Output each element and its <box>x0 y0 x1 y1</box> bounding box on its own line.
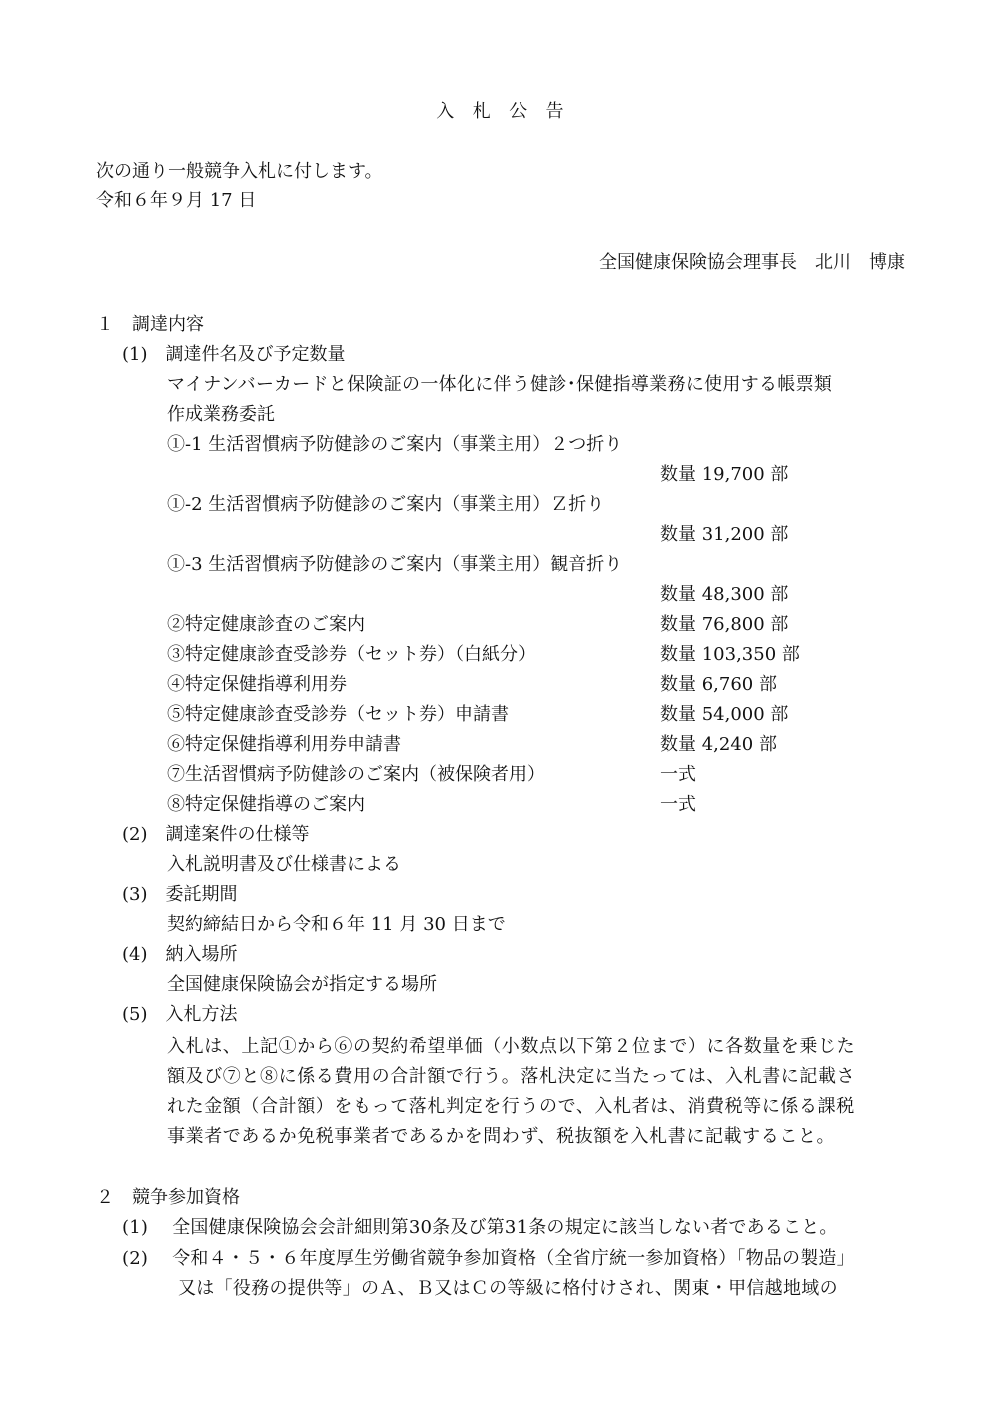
item-1-3-text: 契約締結日から令和６年 11 月 30 日まで <box>167 914 506 935</box>
item-qty: 数量 31,200 部 <box>660 524 789 545</box>
page-title: 入 札 公 告 <box>436 101 564 122</box>
announcement-date: 令和６年９月 17 日 <box>96 190 257 211</box>
item-1-5-label: (5) 入札方法 <box>122 1004 238 1025</box>
item-qty: 数量 48,300 部 <box>660 584 789 605</box>
item-qty: 数量 103,350 部 <box>660 644 800 665</box>
item-qty: 一式 <box>660 764 696 785</box>
item-name: ⑤特定健康診査受診券（セット券）申請書 <box>167 704 509 725</box>
bid-method-line: れた金額（合計額）をもって落札判定を行うので、入札者は、消費税等に係る課税 <box>167 1096 855 1117</box>
item-1-4-text: 全国健康保険協会が指定する場所 <box>167 974 437 995</box>
bid-method-line: 額及び⑦と⑧に係る費用の合計額で行う。落札決定に当たっては、入札書に記載さ <box>167 1066 856 1087</box>
item-name: ③特定健康診査受診券（セット券）（白紙分） <box>167 644 536 665</box>
item-2-2-line-2: 又は「役務の提供等」のＡ、Ｂ又はＣの等級に格付けされ、関東・甲信越地域の <box>178 1278 838 1299</box>
item-qty: 一式 <box>660 794 696 815</box>
item-qty: 数量 54,000 部 <box>660 704 789 725</box>
item-qty: 数量 19,700 部 <box>660 464 789 485</box>
issuer-name: 全国健康保険協会理事長 北川 博康 <box>599 252 905 273</box>
item-name: ②特定健康診査のご案内 <box>167 614 365 635</box>
item-1-2-text: 入札説明書及び仕様書による <box>167 854 401 875</box>
item-2-1-text: (1) 全国健康保険協会会計細則第30条及び第31条の規定に該当しない者であること。 <box>122 1217 838 1238</box>
subject-line-2: 作成業務委託 <box>167 404 275 425</box>
item-1-2-label: (2) 調達案件の仕様等 <box>122 824 310 845</box>
item-qty: 数量 4,240 部 <box>660 734 777 755</box>
item-qty: 数量 76,800 部 <box>660 614 789 635</box>
item-name: ④特定保健指導利用券 <box>167 674 347 695</box>
item-name: ①-2 生活習慣病予防健診のご案内（事業主用）Ｚ折り <box>167 494 605 515</box>
item-name: ⑦生活習慣病予防健診のご案内（被保険者用） <box>167 764 545 785</box>
bid-method-line: 入札は、上記①から⑥の契約希望単価（小数点以下第２位まで）に各数量を乗じた <box>167 1036 856 1057</box>
bid-method-line: 事業者であるか免税事業者であるかを問わず、税抜額を入札書に記載すること。 <box>167 1126 836 1147</box>
item-1-1-label: (1) 調達件名及び予定数量 <box>122 344 346 365</box>
item-1-3-label: (3) 委託期間 <box>122 884 238 905</box>
subject-line-1: マイナンバーカードと保険証の一体化に伴う健診･保健指導業務に使用する帳票類 <box>167 374 833 395</box>
intro-text: 次の通り一般競争入札に付します。 <box>96 161 383 182</box>
item-1-4-label: (4) 納入場所 <box>122 944 238 965</box>
item-2-2-line-1: (2) 令和４・５・６年度厚生労働省競争参加資格（全省庁統一参加資格）「物品の製造」 <box>122 1248 855 1269</box>
item-name: ①-3 生活習慣病予防健診のご案内（事業主用）観音折り <box>167 554 623 575</box>
item-name: ⑥特定保健指導利用券申請書 <box>167 734 401 755</box>
item-name: ①-1 生活習慣病予防健診のご案内（事業主用）２つ折り <box>167 434 623 455</box>
item-name: ⑧特定保健指導のご案内 <box>167 794 365 815</box>
item-qty: 数量 6,760 部 <box>660 674 777 695</box>
section-1-heading: １ 調達内容 <box>96 314 204 335</box>
section-2-heading: ２ 競争参加資格 <box>96 1187 240 1208</box>
